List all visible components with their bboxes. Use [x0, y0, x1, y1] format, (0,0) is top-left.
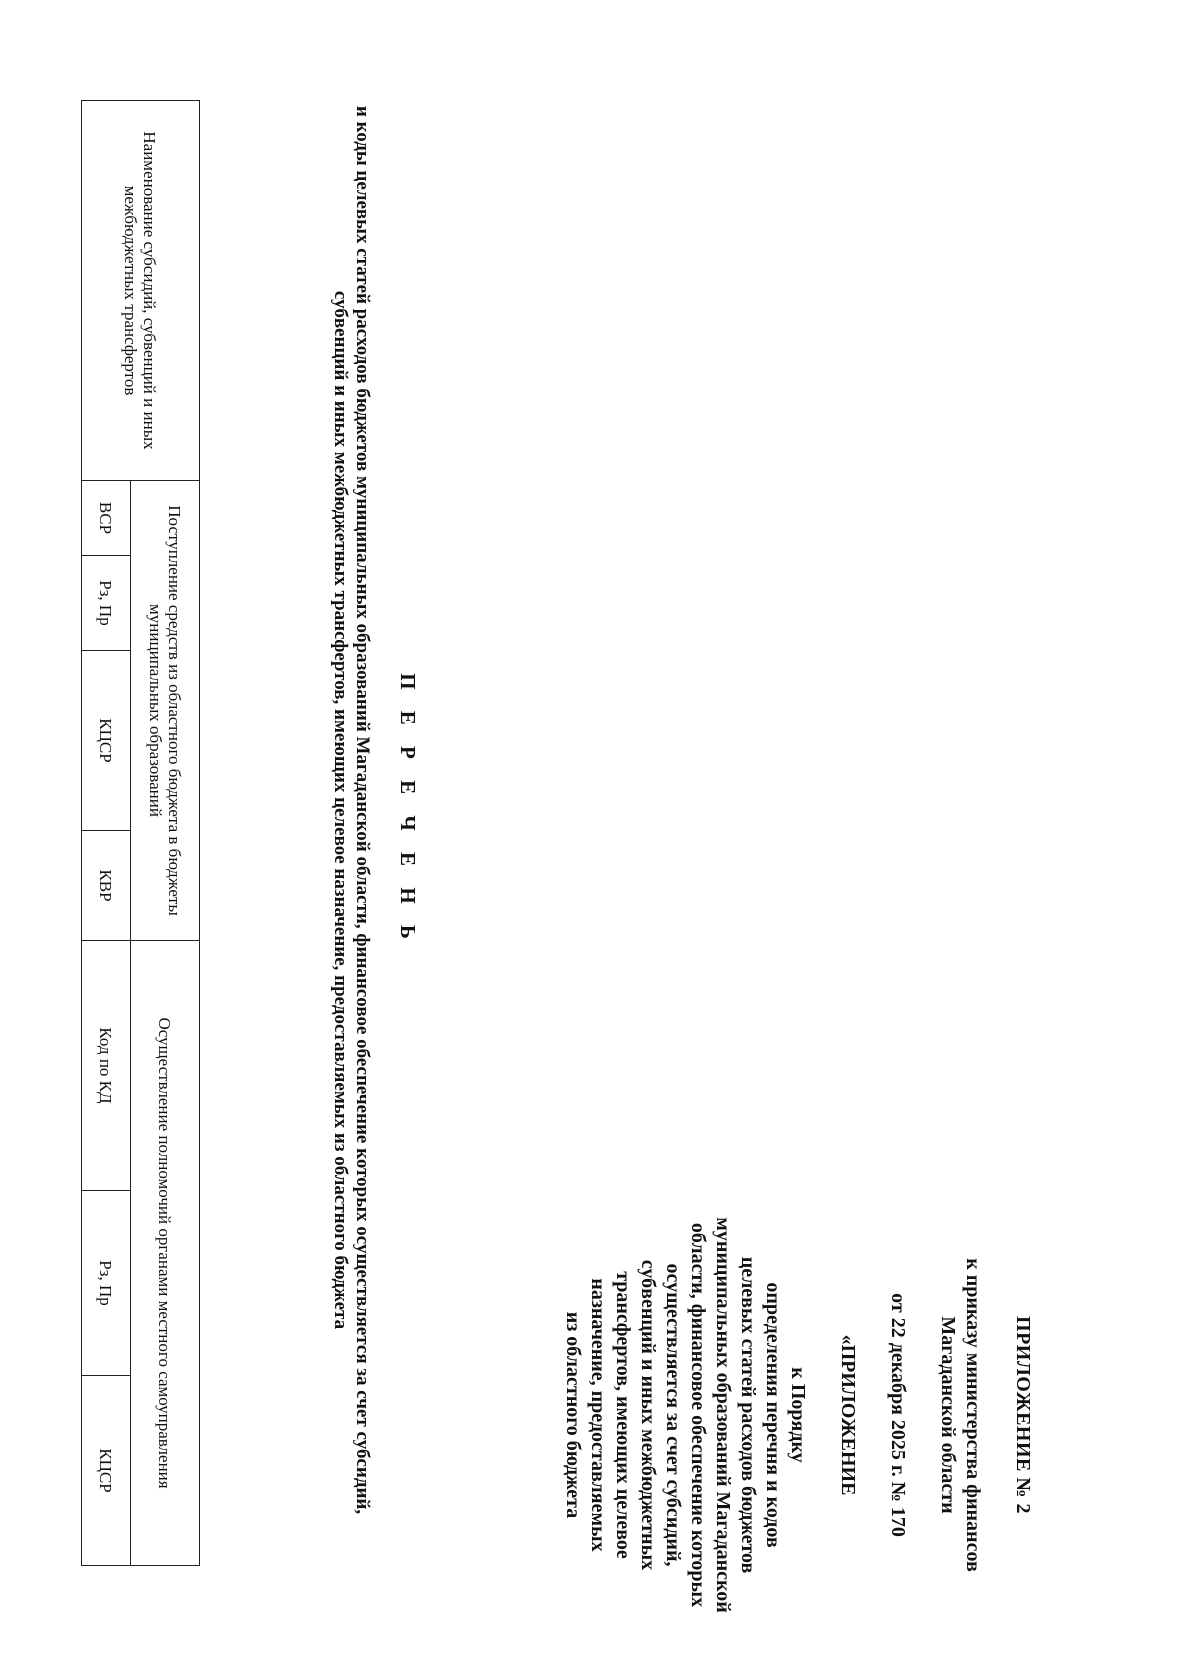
header-group-budget-receipts: Поступление средств из областного бюджета в бюджеты муниципальных образований [131, 481, 200, 941]
procedure-line: муниципальных образований Магаданской [712, 1217, 734, 1613]
procedure-line: целевых статей расходов бюджетов [737, 1256, 759, 1574]
inner-annex-title: «ПРИЛОЖЕНИЕ [837, 1334, 859, 1496]
procedure-line: из областного бюджета [562, 1311, 584, 1519]
procedure-line: осуществляется за счет субсидий, [662, 1263, 684, 1567]
list-description: и коды целевых статей расходов бюджетов муниципальных образований Магаданской области, финансовое обеспечение которых осуществляется за счет субсидий, субвенций и иных межбюджетных трансфертов, имеющих целевое назначение, предоставляемых из областного бюджета [330, 105, 373, 1515]
header-cell-vsr: ВСР [82, 481, 131, 556]
list-title-block [329, 70, 420, 1550]
procedure-line: области, финансовое обеспечение которых [687, 1222, 709, 1608]
procedure-line: назначение, предоставляемых [587, 1278, 609, 1552]
header-cell-rz-pr-local: Рз, Пр [82, 1191, 131, 1376]
header-cell-name: Наименование субсидий, субвенций и иных межбюджетных трансфертов [82, 101, 200, 481]
header-cell-rz-pr: Рз, Пр [82, 556, 131, 651]
annex-title: ПРИЛОЖЕНИЕ № 2 [1012, 1316, 1034, 1514]
procedure-line: трансфертов, имеющих целевое [612, 1271, 634, 1559]
procedure-line: определения перечня и кодов [762, 1282, 784, 1548]
procedure-line: субвенций и иных межбюджетных [637, 1259, 659, 1571]
order-reference-line-1: к приказу министерства финансов [962, 1258, 984, 1572]
order-date-number: от 22 декабря 2025 г. № 170 [887, 1293, 909, 1537]
to-procedure-label: к Порядку [787, 1367, 809, 1463]
codes-table [81, 100, 200, 1566]
header-cell-kd-code: Код по КД [82, 941, 131, 1191]
list-heading: П Е Р Е Ч Е Н Ь [396, 673, 420, 947]
header-cell-kcsr: КЦСР [82, 651, 131, 831]
header-group-local-authority: Осуществление полномочий органами местного самоуправления [131, 941, 200, 1566]
order-reference-line-2: Магаданской области [937, 1316, 959, 1514]
header-cell-kvr: КВР [82, 831, 131, 941]
annex-header [560, 1195, 1035, 1635]
header-cell-kcsr-local: КЦСР [82, 1376, 131, 1566]
